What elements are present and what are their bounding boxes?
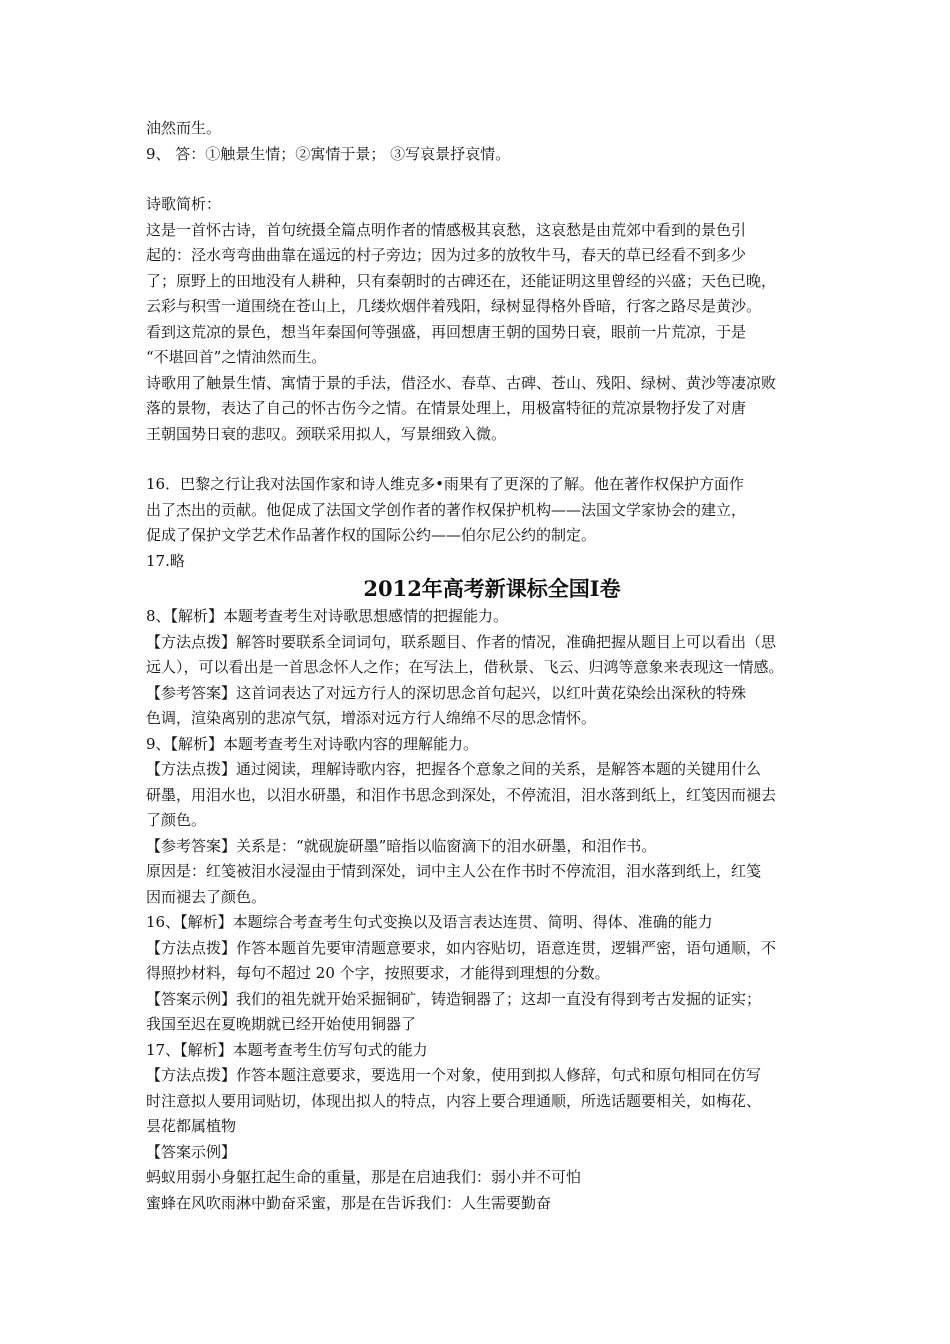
text-line: 王朝国势日衰的悲叹。颈联采用拟人，写景细致入微。 — [146, 424, 507, 443]
text-line: 研墨，用泪水也，以泪水研墨，和泪作书思念到深处，不停流泪，泪水落到纸上，红笺因而褪去 — [146, 785, 777, 804]
text-line: 【答案示例】我们的祖先就开始采掘铜矿，铸造铜器了；这却一直没有得到考古发掘的证实； — [146, 989, 762, 1008]
section-2012-answers — [146, 604, 808, 1216]
text-line: 【方法点拨】通过阅读，理解诗歌内容，把握各个意象之间的关系，是解答本题的关键用什么 — [146, 760, 762, 778]
text-line: 16．巴黎之行让我对法国作家和诗人维克多•雨果有了更深的了解。他在著作权保护方面作 — [146, 475, 744, 493]
text-line: 原因是：红笺被泪水浸湿由于情到深处，词中主人公在作书时不停流泪，泪水落到纸上，红笺 — [146, 862, 762, 880]
text-line: 16、【解析】本题综合考查考生句式变换以及语言表达连贯、简明、得体、准确的能力 — [146, 913, 713, 931]
text-line: 油然而生。 — [146, 119, 222, 137]
text-line: 蜜蜂在风吹雨淋中勤奋采蜜，那是在告诉我们：人生需要勤奋 — [146, 1193, 552, 1212]
text-line: 17.略 — [146, 551, 185, 570]
text-line: 【方法点拨】作答本题首先要审清题意要求，如内容贴切，语意连贯，逻辑严密，语句通顺，不 — [146, 938, 777, 957]
text-line: 促成了保护文学艺术作品著作权的国际公约——伯尔尼公约的制定。 — [146, 526, 597, 544]
text-line: 17、【解析】本题考查考生仿写句式的能力 — [146, 1040, 428, 1059]
text-line: 【答案示例】 — [146, 1142, 237, 1161]
text-line: 蚂蚁用弱小身躯扛起生命的重量，那是在启迪我们：弱小并不可怕 — [146, 1168, 582, 1186]
text-line: 起的：泾水弯弯曲曲靠在遥远的村子旁边；因为过多的放牧牛马，春天的草已经看不到多少 — [146, 246, 747, 264]
text-line: 诗歌简析： — [146, 195, 222, 213]
text-line: 诗歌用了触景生情、寓情于景的手法，借泾水、春草、古碑、苍山、残阳、绿树、黄沙等凄凉败 — [146, 373, 777, 392]
text-line: 远人），可以看出是一首思念怀人之作；在写法上，借秋景、飞云、归鸿等意象来表现这一情感。 — [146, 658, 784, 676]
text-line: 昙花都属植物 — [146, 1117, 237, 1135]
text-line: 9、 答：①触景生情；②寓情于景； ③写哀景抒哀情。 — [146, 144, 511, 163]
text-line: 9、【解析】本题考查考生对诗歌内容的理解能力。 — [146, 734, 479, 753]
section-heading: 2012年高考新课标全国Ⅰ卷 — [363, 576, 621, 601]
text-line: “不堪回首”之情油然而生。 — [146, 348, 327, 366]
text-line: 【方法点拨】解答时要联系全词词句，联系题目、作者的情况，准确把握从题目上可以看出（思 — [146, 632, 777, 651]
text-line: 8、【解析】本题考查考生对诗歌思想感情的把握能力。 — [146, 607, 509, 625]
text-line: 【参考答案】这首词表达了对远方行人的深切思念首句起兴，以红叶黄花染绘出深秋的特殊 — [146, 683, 747, 702]
text-line: 【参考答案】关系是：“就砚旋研墨”暗指以临窗滴下的泪水研墨，和泪作书。 — [146, 836, 657, 855]
text-line: 时注意拟人要用词贴切，体现出拟人的特点，内容上要合理通顺，所选话题要相关，如梅花、 — [146, 1091, 762, 1110]
section-poem-analysis — [146, 192, 808, 447]
text-line: 云彩与积雪一道围绕在苍山上，几缕炊烟伴着残阳，绿树显得格外昏暗，行客之路尽是黄沙。 — [146, 297, 762, 315]
text-line: 这是一首怀古诗，首句统摄全篇点明作者的情感极其哀愁，这哀愁是由荒郊中看到的景色引 — [146, 220, 747, 239]
text-line: 出了杰出的贡献。他促成了法国文学创作者的著作权保护机构——法国文学家协会的建立， — [146, 500, 747, 519]
text-line: 我国至迟在夏晚期就已经开始使用铜器了 — [146, 1015, 417, 1033]
text-line: 【方法点拨】作答本题注意要求，要选用一个对象，使用到拟人修辞，句式和原句相同在仿写 — [146, 1066, 762, 1084]
text-line: 落的景物，表达了自己的怀古伤今之情。在情景处理上，用极富特征的荒凉景物抒发了对唐 — [146, 399, 747, 417]
text-line: 了颜色。 — [146, 811, 207, 829]
text-line: 了；原野上的田地没有人耕种，只有秦朝时的古碑还在，还能证明这里曾经的兴盛；天色已晚， — [146, 271, 777, 290]
text-line: 得照抄材料，每句不超过 20 个字，按照要求，才能得到理想的分数。 — [146, 964, 610, 982]
blank-line — [146, 447, 808, 472]
blank-line — [146, 167, 808, 192]
text-line: 色调，渲染离别的悲凉气氛，增添对远方行人绵绵不尽的思念情怀。 — [146, 709, 597, 727]
document-page — [146, 116, 808, 1216]
section-answers-top — [146, 116, 808, 167]
text-line: 因而褪去了颜色。 — [146, 887, 267, 906]
section-answers-16-17 — [146, 472, 808, 574]
text-line: 看到这荒凉的景色，想当年秦国何等强盛，再回想唐王朝的国势日衰，眼前一片荒凉，于是 — [146, 322, 747, 341]
